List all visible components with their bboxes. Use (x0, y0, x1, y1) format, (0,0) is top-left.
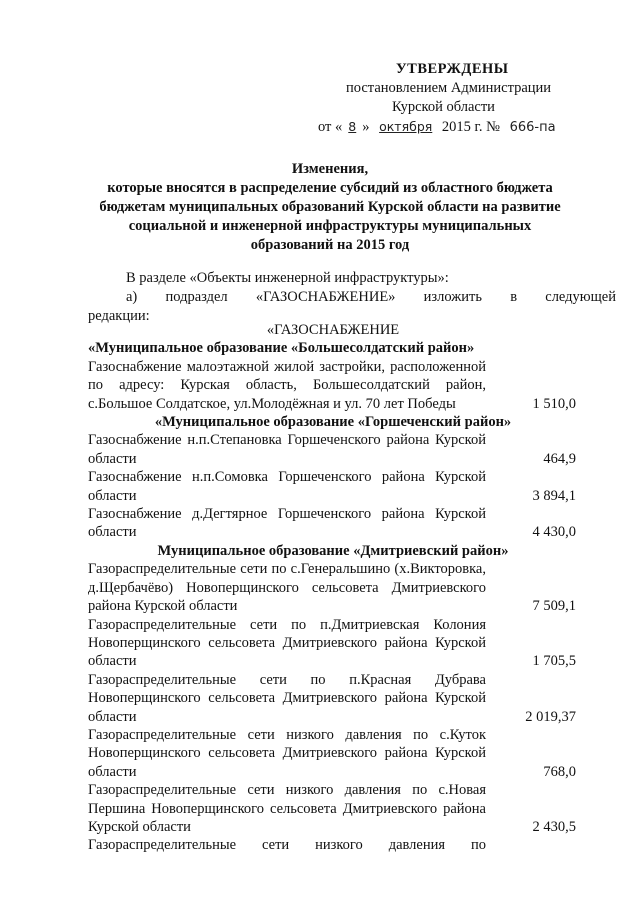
entry-value: 1 705,5 (532, 653, 576, 670)
entry-value: 3 894,1 (532, 487, 576, 504)
date-prefix: от « (318, 119, 343, 135)
entry-value: 464,9 (543, 450, 576, 467)
subsidy-list (88, 321, 578, 855)
approval-line-resolution: постановлением Администрации (346, 80, 552, 96)
entry-description: Газораспределительные сети по п.Красная Дубрава Новоперщинского сельсовета Дмитриевского района Курской области (88, 671, 486, 725)
intro-line: а) подраздел «ГАЗОСНАБЖЕНИЕ» изложить в следующей (126, 289, 616, 305)
subsidy-entry (88, 505, 578, 542)
entry-value: 7 509,1 (532, 598, 576, 615)
handwritten-day: 8 (348, 119, 357, 134)
title-line: бюджетам муниципальных образований Курской области на развитие (99, 199, 561, 215)
entry-description: Газораспределительные сети по с.Генеральшино (х.Викторовка, д.Щербачёво) Новоперщинского сельсовета Дмитриевского района Курской области (88, 561, 486, 615)
entry-description: Газоснабжение д.Дегтярное Горшеченского района Курской области (88, 506, 486, 541)
title-line: социальной и инженерной инфраструктуры муниципальных (128, 218, 532, 234)
entry-description: Газоснабжение малоэтажной жилой застройки, расположенной по адресу: Курская область, Большесолдатский район, с.Большое Солдатское, ул.Молодёжная и ул. 70 лет Победы (88, 358, 486, 412)
subsidy-entry (88, 616, 578, 671)
entry-value: 768,0 (543, 763, 576, 780)
subsidy-entry (88, 431, 578, 468)
subsidy-entry-continued (88, 836, 578, 854)
entry-description: Газораспределительные сети низкого давления по с.Куток Новоперщинского сельсовета Дмитриевского района Курской области (88, 726, 486, 780)
subsidy-entry (88, 468, 578, 505)
title-line: которые вносятся в распределение субсидий из областного бюджета (107, 180, 553, 196)
subsidy-entry (88, 671, 578, 726)
handwritten-number: 666-па (509, 120, 556, 135)
municipality-heading: «Муниципальное образование «Большесолдатский район» (88, 340, 475, 357)
entry-description: Газораспределительные сети по п.Дмитриевская Колония Новоперщинского сельсовета Дмитриевского района Курской области (88, 616, 486, 670)
municipality-heading: «Муниципальное образование «Горшеченский район» (154, 414, 512, 431)
date-mid: » (362, 119, 370, 135)
entry-description-partial: Газораспределительные сети низкого давления по (88, 837, 486, 854)
municipality-heading: Муниципальное образование «Дмитриевский район» (157, 542, 509, 559)
subsidy-entry (88, 560, 578, 615)
handwritten-month: октября (379, 119, 433, 134)
entry-description: Газораспределительные сети низкого давления по с.Новая Першина Новоперщинского сельсовета Дмитриевского района Курской области (88, 782, 486, 835)
subsidy-entry (88, 358, 578, 413)
approval-title: УТВЕРЖДЕНЫ (396, 61, 509, 77)
date-year: 2015 г. № (441, 119, 500, 135)
intro-line: редакции: (88, 308, 150, 324)
subsidy-entry (88, 781, 578, 836)
entry-value: 4 430,0 (532, 524, 576, 541)
title-line: образований на 2015 год (250, 237, 410, 253)
title-line: Изменения, (291, 161, 369, 177)
approval-date-line (318, 117, 562, 137)
entry-description: Газоснабжение н.п.Степановка Горшеченского района Курской области (88, 432, 486, 467)
entry-value: 1 510,0 (532, 395, 576, 412)
intro-line: В разделе «Объекты инженерной инфраструктуры»: (126, 270, 449, 286)
entry-value: 2 430,5 (532, 818, 576, 835)
entry-value: 2 019,37 (525, 708, 576, 725)
document-title (80, 160, 580, 255)
approval-line-region: Курской области (392, 99, 495, 115)
subsidy-entry (88, 726, 578, 781)
section-heading: «ГАЗОСНАБЖЕНИЕ (266, 322, 400, 338)
entry-description: Газоснабжение н.п.Сомовка Горшеченского района Курской области (88, 469, 486, 504)
